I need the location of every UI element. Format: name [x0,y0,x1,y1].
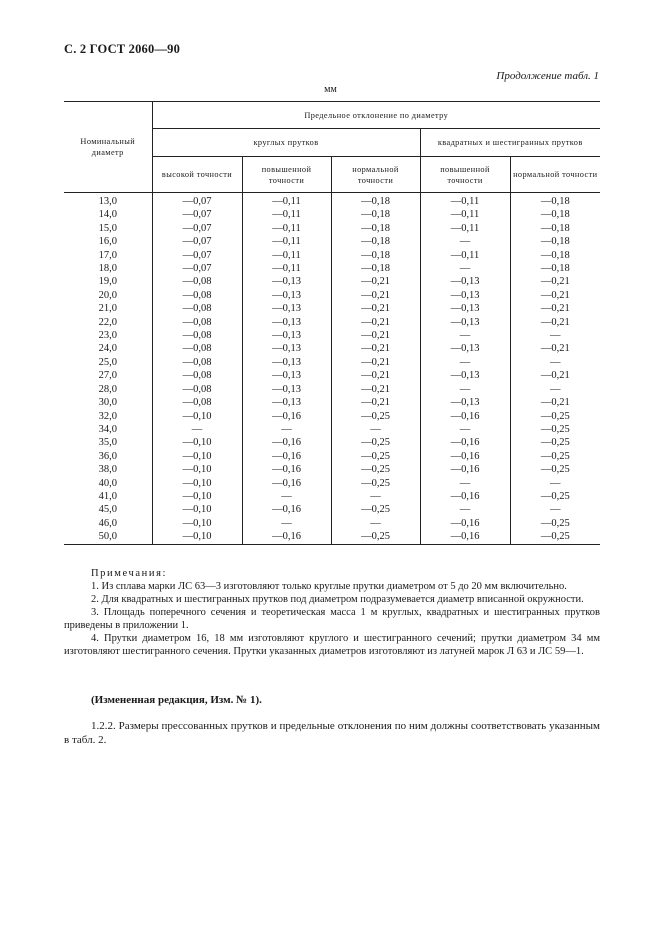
deviation-cell: — [510,356,600,369]
table-row [64,289,600,302]
deviation-cell: —0,13 [420,302,510,315]
nominal-diameter-cell: 46,0 [98,517,117,529]
deviation-cell: —0,16 [242,436,331,449]
table-row [64,396,600,409]
header-round-bars: круглых прутков [152,129,420,157]
deviation-cell: —0,13 [242,396,331,409]
deviation-cell: —0,13 [242,369,331,382]
deviation-cell: —0,21 [331,356,420,369]
deviation-cell: —0,16 [242,463,331,476]
nominal-diameter-cell: 13,0 [98,196,117,207]
deviation-cell: —0,11 [242,262,331,275]
nominal-diameter-cell: 36,0 [98,450,117,462]
deviation-cell: —0,13 [420,369,510,382]
nominal-diameter-cell: 30,0 [98,397,117,409]
deviation-cell: —0,25 [510,450,600,463]
deviation-cell: — [510,383,600,396]
header-diameter-deviation: Предельное отклонение по диаметру [152,102,600,129]
nominal-diameter-cell: 34,0 [98,423,117,435]
nominal-diameter-cell: 14,0 [98,209,117,221]
deviation-cell: —0,25 [510,490,600,503]
deviation-cell: —0,21 [510,342,600,355]
table-row [64,193,600,209]
deviation-cell: —0,21 [331,275,420,288]
deviation-cell: —0,13 [242,316,331,329]
table-row [64,383,600,396]
deviation-cell: — [331,490,420,503]
deviation-cell: —0,08 [152,289,242,302]
deviation-cell: —0,25 [510,410,600,423]
table-row [64,477,600,490]
deviation-cell: —0,25 [331,410,420,423]
nominal-diameter-cell: 50,0 [98,531,117,543]
table-row [64,436,600,449]
table-row [64,275,600,288]
deviation-cell: —0,18 [510,235,600,248]
deviation-cell: —0,07 [152,193,242,209]
deviation-cell: —0,07 [152,262,242,275]
deviation-cell: —0,13 [420,316,510,329]
deviation-cell: —0,10 [152,477,242,490]
nominal-diameter-cell: 16,0 [98,236,117,248]
deviation-cell: —0,16 [242,503,331,516]
deviation-table [64,101,600,545]
nominal-diameter-cell: 35,0 [98,437,117,449]
deviation-cell: —0,08 [152,342,242,355]
deviation-cell: —0,10 [152,410,242,423]
deviation-cell: —0,11 [242,235,331,248]
header-square-hex-bars: квадратных и шестигранных прутков [420,129,600,157]
deviation-cell: —0,08 [152,316,242,329]
nominal-diameter-cell: 23,0 [98,330,117,342]
deviation-cell: —0,25 [510,530,600,544]
deviation-cell: —0,13 [420,342,510,355]
deviation-cell: — [420,329,510,342]
deviation-cell: —0,16 [420,517,510,530]
deviation-cell: —0,21 [331,329,420,342]
deviation-cell: —0,21 [510,396,600,409]
deviation-cell: —0,18 [331,249,420,262]
deviation-cell: —0,11 [242,222,331,235]
deviation-cell: —0,21 [510,369,600,382]
deviation-cell: — [242,423,331,436]
clause-text: 1.2.2. Размеры прессованных прутков и предельные отклонения по ним должны соответствовать указанным в табл. 2. [64,720,600,746]
deviation-cell: —0,08 [152,329,242,342]
nominal-diameter-cell: 38,0 [98,464,117,476]
deviation-cell: — [331,517,420,530]
table-row [64,342,600,355]
table-continuation-label: Продолжение табл. 1 [496,70,599,82]
table-row [64,356,600,369]
deviation-cell: —0,21 [331,342,420,355]
deviation-cell: —0,07 [152,249,242,262]
deviation-cell: — [510,503,600,516]
table-row [64,235,600,248]
nominal-diameter-cell: 25,0 [98,356,117,368]
deviation-cell: —0,07 [152,208,242,221]
header-nominal-diameter: Номинальный диаметр [64,102,152,193]
nominal-diameter-cell: 22,0 [98,316,117,328]
deviation-cell: —0,18 [510,208,600,221]
deviation-cell: —0,25 [331,450,420,463]
deviation-cell: — [242,490,331,503]
nominal-diameter-cell: 27,0 [98,370,117,382]
table-row [64,490,600,503]
deviation-cell: —0,18 [331,262,420,275]
deviation-cell: — [420,262,510,275]
table-body [64,193,600,545]
deviation-cell: —0,13 [420,396,510,409]
deviation-cell: —0,25 [331,477,420,490]
deviation-cell: —0,16 [420,436,510,449]
deviation-cell: — [420,423,510,436]
deviation-cell: —0,21 [331,289,420,302]
deviation-cell: — [420,235,510,248]
nominal-diameter-cell: 45,0 [98,504,117,516]
notes-title: Примечания: [91,568,168,579]
deviation-cell: —0,16 [420,450,510,463]
subheader-increased-precision-sq: повышенной точности [420,157,510,193]
deviation-cell: —0,13 [242,302,331,315]
deviation-cell: —0,11 [420,249,510,262]
deviation-cell: —0,10 [152,463,242,476]
deviation-cell: —0,25 [510,517,600,530]
deviation-cell: —0,16 [420,410,510,423]
table-row [64,222,600,235]
deviation-cell: —0,08 [152,383,242,396]
deviation-cell: —0,21 [510,275,600,288]
subheader-normal-precision-sq: нормальной точности [510,157,600,193]
note-item-3: 3. Площадь поперечного сечения и теоретическая масса 1 м круглых, квадратных и шестигранных прутков приведены в приложении 1. [64,607,600,631]
deviation-cell: —0,13 [242,356,331,369]
deviation-cell: —0,18 [510,249,600,262]
deviation-cell: —0,13 [242,275,331,288]
deviation-cell: —0,11 [420,208,510,221]
nominal-diameter-cell: 41,0 [98,490,117,502]
deviation-cell: —0,11 [242,208,331,221]
nominal-diameter-cell: 32,0 [98,410,117,422]
deviation-cell: —0,11 [242,249,331,262]
deviation-cell: —0,25 [510,436,600,449]
deviation-cell: — [420,503,510,516]
table-row [64,450,600,463]
deviation-cell: — [510,477,600,490]
deviation-cell: — [152,423,242,436]
deviation-cell: —0,16 [420,490,510,503]
table-row [64,369,600,382]
deviation-cell: —0,11 [420,193,510,209]
deviation-cell: —0,10 [152,490,242,503]
subheader-increased-precision: повышенной точности [242,157,331,193]
deviation-cell: —0,16 [242,450,331,463]
deviation-cell: —0,11 [242,193,331,209]
nominal-diameter-cell: 20,0 [98,289,117,301]
deviation-cell: —0,25 [331,530,420,544]
note-item-2: 2. Для квадратных и шестигранных прутков под диаметром подразумевается диаметр вписанной окружности. [91,594,584,605]
deviation-cell: —0,21 [510,289,600,302]
table-row [64,517,600,530]
deviation-cell: —0,08 [152,396,242,409]
deviation-cell: —0,25 [331,436,420,449]
deviation-cell: —0,08 [152,275,242,288]
deviation-cell: —0,21 [331,396,420,409]
deviation-cell: —0,13 [420,275,510,288]
deviation-cell: —0,16 [420,463,510,476]
deviation-cell: —0,18 [331,222,420,235]
nominal-diameter-cell: 21,0 [98,303,117,315]
deviation-cell: —0,18 [331,193,420,209]
deviation-cell: —0,21 [331,316,420,329]
deviation-cell: —0,18 [510,193,600,209]
deviation-cell: —0,10 [152,530,242,544]
deviation-cell: —0,25 [331,503,420,516]
deviation-cell: — [242,517,331,530]
deviation-cell: —0,21 [510,316,600,329]
subheader-high-precision: высокой точности [152,157,242,193]
nominal-diameter-cell: 19,0 [98,276,117,288]
note-item-1: 1. Из сплава марки ЛС 63—3 изготовляют только круглые прутки диаметром от 5 до 20 мм включительно. [91,581,567,592]
deviation-cell: —0,13 [242,383,331,396]
deviation-cell: —0,11 [420,222,510,235]
clause-section [64,719,600,747]
subheader-normal-precision: нормальной точности [331,157,420,193]
deviation-cell: —0,10 [152,503,242,516]
deviation-cell: —0,25 [510,463,600,476]
deviation-cell: —0,08 [152,356,242,369]
deviation-cell: —0,16 [242,477,331,490]
table-row [64,208,600,221]
deviation-cell: —0,10 [152,450,242,463]
deviation-cell: —0,25 [510,423,600,436]
deviation-cell: —0,18 [510,222,600,235]
deviation-cell: —0,25 [331,463,420,476]
nominal-diameter-cell: 17,0 [98,249,117,261]
table-row [64,262,600,275]
table-row [64,503,600,516]
deviation-cell: — [510,329,600,342]
table-units-label: мм [324,84,337,95]
deviation-cell: —0,13 [242,289,331,302]
deviation-cell: —0,16 [242,530,331,544]
deviation-cell: —0,07 [152,235,242,248]
deviation-cell: —0,16 [420,530,510,544]
deviation-cell: —0,21 [331,369,420,382]
deviation-cell: —0,08 [152,302,242,315]
deviation-cell: — [331,423,420,436]
deviation-cell: —0,07 [152,222,242,235]
nominal-diameter-cell: 24,0 [98,343,117,355]
deviation-cell: —0,13 [242,342,331,355]
deviation-cell: — [420,356,510,369]
deviation-cell: —0,18 [331,235,420,248]
note-item-4: 4. Прутки диаметром 16, 18 мм изготовляют круглого и шестигранного сечений; прутки диаметром 34 мм изготовляют шестигранного сечения. Прутки указанных диаметров изготовляют из латуней марок Л 63 и ЛС 59—1. [64,633,600,657]
table-row [64,316,600,329]
deviation-cell: —0,13 [242,329,331,342]
table-row [64,329,600,342]
deviation-cell: —0,18 [510,262,600,275]
table-row [64,302,600,315]
page-header-title: С. 2 ГОСТ 2060—90 [64,42,181,56]
deviation-cell: —0,21 [331,302,420,315]
nominal-diameter-cell: 40,0 [98,477,117,489]
table-row [64,423,600,436]
revision-note: (Измененная редакция, Изм. № 1). [91,694,262,706]
nominal-diameter-cell: 28,0 [98,383,117,395]
deviation-cell: —0,18 [331,208,420,221]
table-row [64,530,600,544]
deviation-table-container [64,101,600,545]
deviation-cell: —0,16 [242,410,331,423]
deviation-cell: —0,08 [152,369,242,382]
deviation-cell: —0,10 [152,517,242,530]
table-row [64,249,600,262]
deviation-cell: —0,13 [420,289,510,302]
nominal-diameter-cell: 15,0 [98,222,117,234]
table-row [64,410,600,423]
nominal-diameter-cell: 18,0 [98,263,117,275]
notes-section [64,567,600,658]
deviation-cell: —0,21 [510,302,600,315]
table-row [64,463,600,476]
deviation-cell: — [420,477,510,490]
deviation-cell: —0,21 [331,383,420,396]
deviation-cell: —0,10 [152,436,242,449]
deviation-cell: — [420,383,510,396]
